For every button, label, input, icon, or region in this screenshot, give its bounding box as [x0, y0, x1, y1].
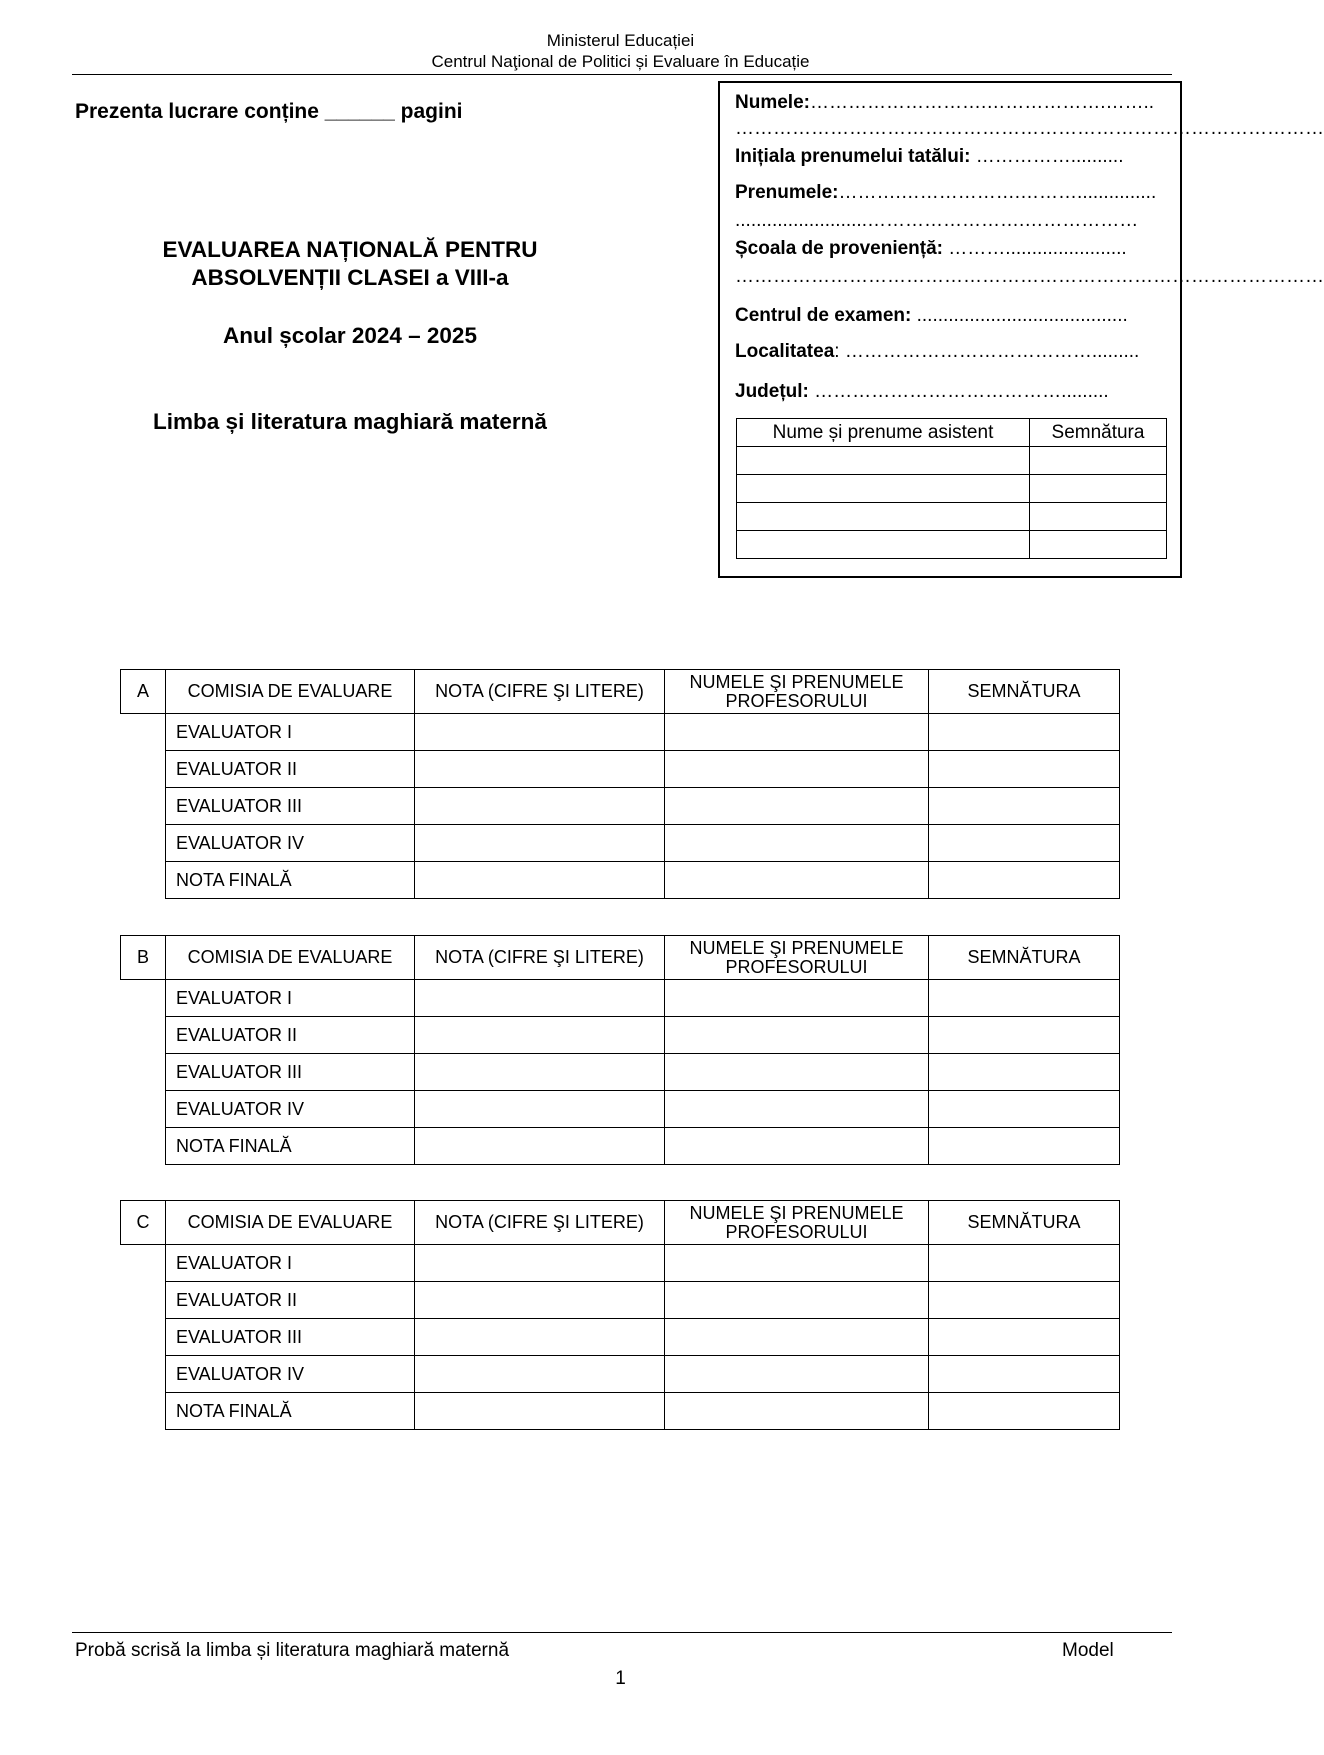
evaluator-label	[165, 1318, 415, 1356]
footer-model: Model	[1062, 1640, 1114, 1661]
teacher-cell[interactable]	[664, 1355, 929, 1393]
teacher-cell[interactable]	[664, 1392, 929, 1430]
evaluator-label-text: EVALUATOR III	[176, 1061, 303, 1082]
col-teacher-header-line1: NUMELE ŞI PRENUMELE	[689, 1202, 904, 1223]
county-field[interactable]: Județul: ………………………………….........	[735, 381, 1109, 402]
candidate-id-box	[718, 81, 1324, 578]
exam-title-line1: EVALUAREA NAȚIONALĂ PENTRU	[162, 237, 538, 262]
col-grade-header	[414, 669, 665, 714]
teacher-cell[interactable]	[664, 1318, 929, 1356]
col-grade-header-text: NOTA (CIFRE ŞI LITERE)	[435, 947, 644, 967]
signature-cell[interactable]	[928, 1355, 1120, 1393]
evaluator-label-text: NOTA FINALĂ	[176, 869, 292, 890]
evaluator-label	[165, 824, 415, 862]
evaluator-label	[165, 1090, 415, 1128]
section-letter-text: B	[136, 947, 149, 967]
col-signature-header	[928, 1200, 1120, 1245]
signature-cell[interactable]	[928, 1090, 1120, 1128]
col-teacher-header-line1: NUMELE ŞI PRENUMELE	[689, 937, 904, 958]
evaluator-label	[165, 1281, 415, 1319]
teacher-cell[interactable]	[664, 713, 929, 751]
grading-table-c	[120, 1200, 1120, 1430]
grading-table-b	[120, 935, 1120, 1165]
evaluator-label	[165, 1355, 415, 1393]
assistant-row	[737, 475, 1167, 503]
assistant-row	[737, 447, 1167, 475]
evaluator-label-text: EVALUATOR II	[176, 758, 298, 779]
assistant-name-header: Nume și prenume asistent	[737, 419, 1030, 447]
col-commission-header-text: COMISIA DE EVALUARE	[187, 1212, 393, 1232]
exam-title-line2: ABSOLVENȚII CLASEI a VIII-a	[191, 265, 509, 290]
col-grade-header-text: NOTA (CIFRE ŞI LITERE)	[435, 681, 644, 701]
col-signature-header-text: SEMNĂTURA	[967, 947, 1081, 967]
signature-cell[interactable]	[928, 750, 1120, 788]
evaluator-label	[165, 1244, 415, 1282]
school-year: Anul școlar 2024 – 2025	[223, 323, 477, 348]
grade-cell[interactable]	[414, 1016, 665, 1054]
col-signature-header-text: SEMNĂTURA	[967, 681, 1081, 701]
section-letter	[120, 1200, 166, 1245]
col-commission-header-text: COMISIA DE EVALUARE	[187, 681, 393, 701]
grade-cell[interactable]	[414, 979, 665, 1017]
col-grade-header-text: NOTA (CIFRE ŞI LITERE)	[435, 1212, 644, 1232]
locality-field[interactable]: Localitatea: ………………………………….........	[735, 341, 1140, 362]
school-field[interactable]: Școala de proveniență: ……….......................	[735, 238, 1127, 259]
evaluator-label	[165, 1392, 415, 1430]
evaluator-label	[165, 1127, 415, 1165]
evaluator-label-text: EVALUATOR IV	[176, 832, 305, 853]
assistant-name-cell[interactable]	[737, 531, 1030, 559]
evaluator-label	[165, 861, 415, 899]
subject-title: Limba și literatura maghiară maternă	[153, 409, 547, 434]
evaluator-label	[165, 979, 415, 1017]
grade-cell[interactable]	[414, 1090, 665, 1128]
evaluator-label-text: EVALUATOR II	[176, 1289, 298, 1310]
section-letter	[120, 935, 166, 980]
assistant-signature-cell[interactable]	[1030, 503, 1167, 531]
signature-cell[interactable]	[928, 1244, 1120, 1282]
header-divider	[72, 74, 1172, 75]
teacher-cell[interactable]	[664, 1127, 929, 1165]
grade-cell[interactable]	[414, 1127, 665, 1165]
signature-cell[interactable]	[928, 861, 1120, 899]
assistant-table-header	[737, 419, 1167, 447]
col-commission-header	[165, 669, 415, 714]
evaluator-label-text: EVALUATOR III	[176, 795, 303, 816]
name-field[interactable]: Numele:……………………….……………….……..	[735, 92, 1155, 113]
col-commission-header	[165, 1200, 415, 1245]
grading-table-a	[120, 669, 1120, 899]
firstname-field-cont[interactable]: .........................…………………….………………	[735, 210, 1139, 231]
col-teacher-header-line2: PROFESORULUI	[725, 690, 868, 711]
assistant-name-cell[interactable]	[737, 475, 1030, 503]
evaluator-label-text: EVALUATOR I	[176, 987, 293, 1008]
evaluator-label	[165, 1053, 415, 1091]
teacher-cell[interactable]	[664, 1016, 929, 1054]
teacher-cell[interactable]	[664, 787, 929, 825]
section-letter	[120, 669, 166, 714]
col-signature-header	[928, 669, 1120, 714]
col-teacher-header-line2: PROFESORULUI	[725, 1221, 868, 1242]
teacher-cell[interactable]	[664, 1244, 929, 1282]
signature-cell[interactable]	[928, 824, 1120, 862]
assistant-signature-cell[interactable]	[1030, 475, 1167, 503]
evaluator-label	[165, 750, 415, 788]
col-teacher-header-line2: PROFESORULUI	[725, 956, 868, 977]
col-teacher-header	[664, 669, 929, 714]
grade-cell[interactable]	[414, 787, 665, 825]
section-letter-text: A	[136, 681, 149, 701]
assistant-name-cell[interactable]	[737, 503, 1030, 531]
col-commission-header	[165, 935, 415, 980]
grade-cell[interactable]	[414, 1244, 665, 1282]
grade-cell[interactable]	[414, 750, 665, 788]
evaluator-label-text: EVALUATOR IV	[176, 1098, 305, 1119]
name-field-cont[interactable]: …………………………………………………………………………………	[735, 118, 1324, 139]
col-grade-header	[414, 1200, 665, 1245]
teacher-cell[interactable]	[664, 861, 929, 899]
teacher-cell[interactable]	[664, 824, 929, 862]
grade-cell[interactable]	[414, 1318, 665, 1356]
assistant-row	[737, 531, 1167, 559]
teacher-cell[interactable]	[664, 1281, 929, 1319]
grade-cell[interactable]	[414, 1355, 665, 1393]
signature-cell[interactable]	[928, 1392, 1120, 1430]
section-letter-text: C	[136, 1212, 150, 1232]
footer-divider	[72, 1632, 1172, 1633]
assistant-row	[737, 503, 1167, 531]
col-teacher-header-line1: NUMELE ŞI PRENUMELE	[689, 671, 904, 692]
assistant-signature-header: Semnătura	[1030, 419, 1167, 447]
evaluator-label-text: NOTA FINALĂ	[176, 1135, 292, 1156]
signature-cell[interactable]	[928, 979, 1120, 1017]
evaluator-label	[165, 1016, 415, 1054]
footer-subject: Probă scrisă la limba și literatura maghiară maternă	[75, 1640, 510, 1661]
grade-cell[interactable]	[414, 1392, 665, 1430]
signature-cell[interactable]	[928, 1016, 1120, 1054]
assistant-table	[736, 418, 1167, 559]
col-commission-header-text: COMISIA DE EVALUARE	[187, 947, 393, 967]
col-signature-header	[928, 935, 1120, 980]
teacher-cell[interactable]	[664, 750, 929, 788]
col-grade-header	[414, 935, 665, 980]
grade-cell[interactable]	[414, 1053, 665, 1091]
signature-cell[interactable]	[928, 713, 1120, 751]
evaluator-label	[165, 787, 415, 825]
evaluator-label-text: EVALUATOR IV	[176, 1363, 305, 1384]
page-count-note: Prezenta lucrare conține ______ pagini	[75, 100, 463, 123]
page-number: 1	[615, 1668, 626, 1689]
teacher-cell[interactable]	[664, 1090, 929, 1128]
evaluator-label	[165, 713, 415, 751]
signature-cell[interactable]	[928, 1318, 1120, 1356]
school-field-cont[interactable]: …………………………………………………………………………………	[735, 266, 1324, 287]
col-signature-header-text: SEMNĂTURA	[967, 1212, 1081, 1232]
evaluator-label-text: EVALUATOR I	[176, 1252, 293, 1273]
evaluator-label-text: EVALUATOR I	[176, 721, 293, 742]
evaluator-label-text: EVALUATOR II	[176, 1024, 298, 1045]
center-title: Centrul Naţional de Politici și Evaluare în Educație	[431, 52, 810, 71]
grade-cell[interactable]	[414, 861, 665, 899]
assistant-signature-cell[interactable]	[1030, 447, 1167, 475]
signature-cell[interactable]	[928, 1127, 1120, 1165]
assistant-name-cell[interactable]	[737, 447, 1030, 475]
teacher-cell[interactable]	[664, 979, 929, 1017]
father-initial-field[interactable]: Inițiala prenumelui tatălui: ……………..........	[735, 146, 1124, 167]
grade-cell[interactable]	[414, 1281, 665, 1319]
evaluator-label-text: NOTA FINALĂ	[176, 1400, 292, 1421]
signature-cell[interactable]	[928, 787, 1120, 825]
firstname-field[interactable]: Prenumele:……….……………….………...............	[735, 182, 1157, 203]
grade-cell[interactable]	[414, 824, 665, 862]
assistant-signature-cell[interactable]	[1030, 531, 1167, 559]
signature-cell[interactable]	[928, 1281, 1120, 1319]
ministry-title: Ministerul Educației	[546, 31, 695, 50]
col-teacher-header	[664, 935, 929, 980]
exam-center-field[interactable]: Centrul de examen: ........................................	[735, 305, 1128, 326]
grade-cell[interactable]	[414, 713, 665, 751]
signature-cell[interactable]	[928, 1053, 1120, 1091]
evaluator-label-text: EVALUATOR III	[176, 1326, 303, 1347]
teacher-cell[interactable]	[664, 1053, 929, 1091]
col-teacher-header	[664, 1200, 929, 1245]
